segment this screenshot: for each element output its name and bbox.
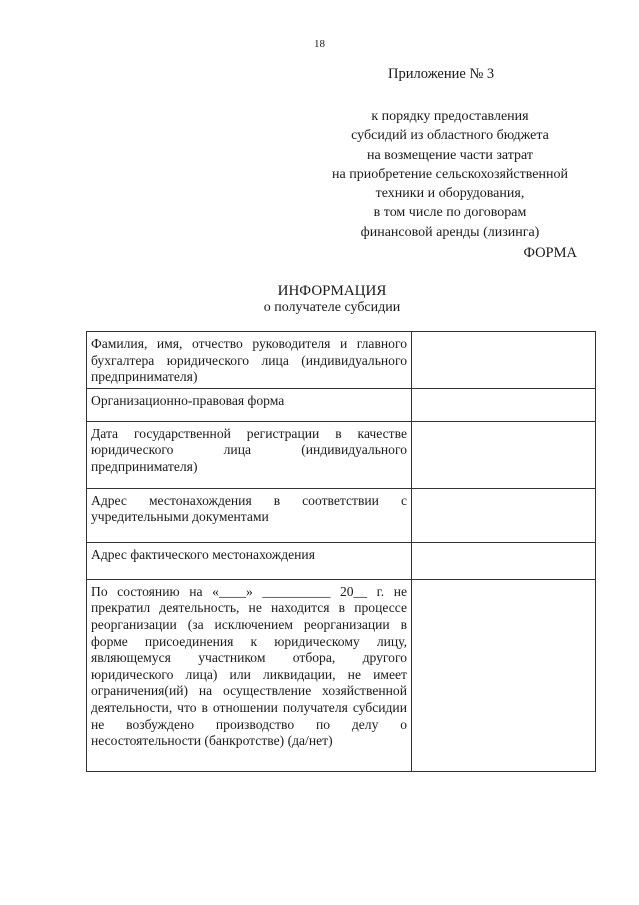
info-table (86, 331, 596, 772)
table-row (87, 332, 596, 389)
table-row (87, 488, 596, 542)
row-value-status-declaration[interactable] (412, 579, 596, 771)
appendix-description (300, 107, 600, 242)
row-value-legal-address[interactable] (412, 488, 596, 542)
row-value-registration-date[interactable] (412, 421, 596, 488)
table-row (87, 421, 596, 488)
table-row (87, 542, 596, 579)
row-label-registration-date: Дата государственной регистрации в качестве юридического лица (индивидуального предпринимателя) (87, 421, 412, 488)
page-number: 18 (314, 38, 325, 50)
row-label-status-declaration: По состоянию на «____» __________ 20__ г. не прекратил деятельность, не находится в процессе реорганизации (за исключением реорганизации в форме присоединения к юридическому лицу, являющемуся участником отбора, другого юридического лица) или ликвидации, не имеет ограничения(ий) на осуществление хозяйственной деятельности, что в отношении получателя субсидии не возбуждено производство по делу о несостоятельности (банкротстве) (да/нет) (87, 579, 412, 771)
appendix-line: на приобретение сельскохозяйственной (332, 166, 568, 182)
appendix-line: в том числе по договорам (373, 205, 527, 221)
appendix-line: финансовой аренды (лизинга) (360, 224, 540, 240)
row-value-actual-address[interactable] (412, 542, 596, 579)
table-row (87, 579, 596, 771)
row-value-manager-names[interactable] (412, 332, 596, 389)
row-value-legal-form[interactable] (412, 388, 596, 421)
appendix-line: к порядку предоставления (371, 109, 529, 124)
appendix-line: техники и оборудования, (375, 186, 525, 202)
table-row (87, 388, 596, 421)
row-label-legal-address: Адрес местонахождения в соответствии с учредительными документами (87, 488, 412, 542)
form-label: ФОРМА (523, 245, 577, 261)
appendix-line: субсидий из областного бюджета (351, 128, 549, 144)
row-label-actual-address: Адрес фактического местонахождения (87, 542, 412, 579)
appendix-title: Приложение № 3 (388, 66, 495, 82)
row-label-legal-form: Организационно-правовая форма (87, 388, 412, 421)
document-subtitle: о получателе субсидии (263, 300, 401, 315)
row-label-manager-names: Фамилия, имя, отчество руководителя и главного бухгалтера юридического лица (индивидуального предпринимателя) (87, 332, 412, 389)
appendix-line: на возмещение части затрат (366, 147, 534, 163)
document-title: ИНФОРМАЦИЯ (277, 283, 387, 299)
